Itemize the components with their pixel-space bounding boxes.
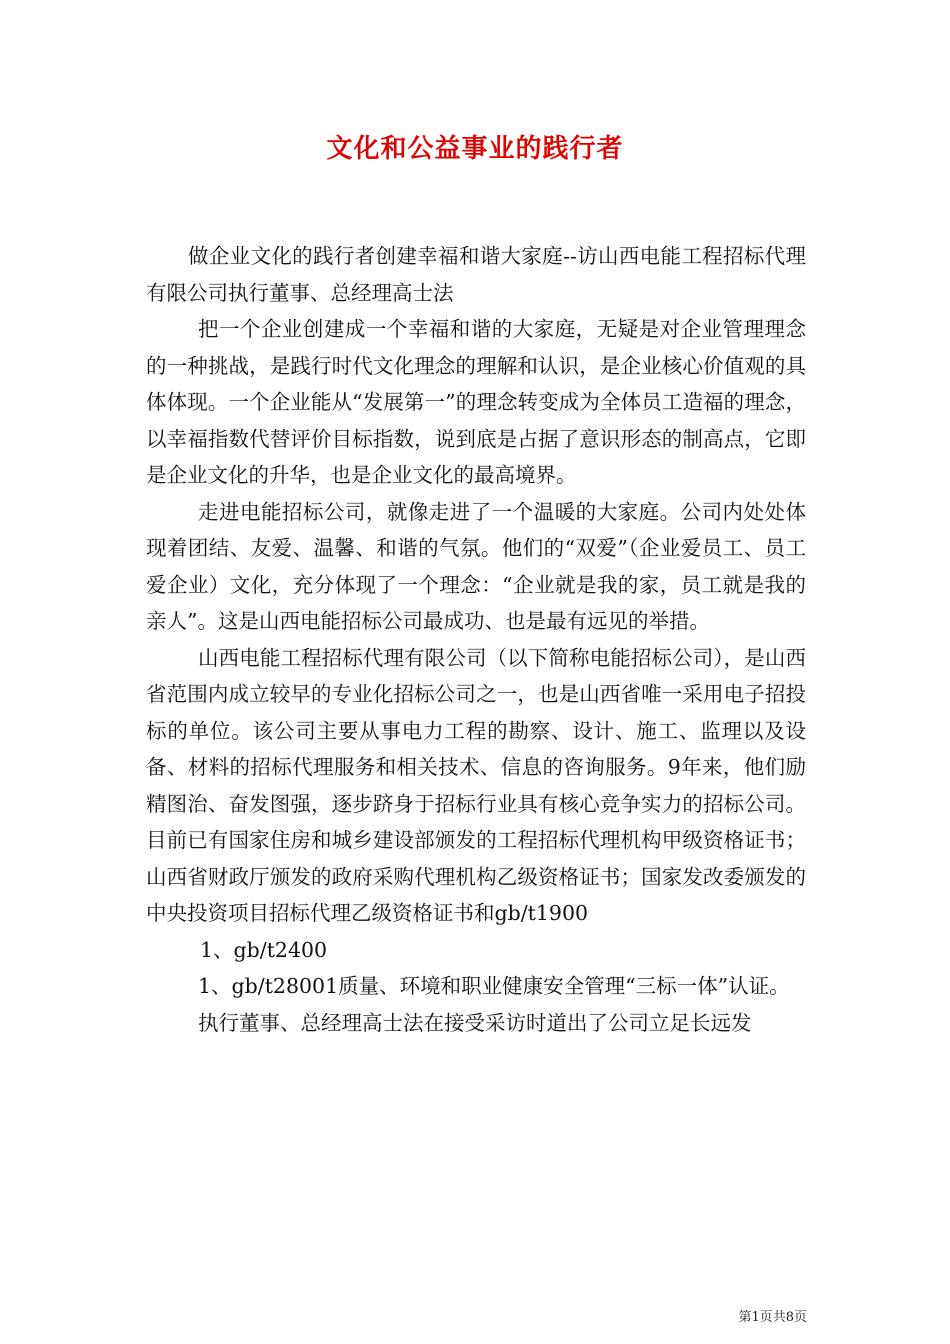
page-number: 第1页共8页 [738, 1310, 807, 1325]
paragraph: 走进电能招标公司，就像走进了一个温暖的大家庭。公司内处处体现着团结、友爱、温馨、和谐的气氛。他们的“双爱”（企业爱员工、员工爱企业）文化，充分体现了一个理念：“企业就是我的家，员工就是我的亲人”。这是山西电能招标公司最成功、也是最有远见的举措。 [146, 499, 806, 633]
document-title: 文化和公益事业的践行者 [326, 134, 624, 164]
paragraph-subtitle: 做企业文化的践行者创建幸福和谐大家庭--访山西电能工程招标代理有限公司执行董事、总经理高士法 [146, 244, 806, 305]
paragraph: 1、gb/t2400 [200, 937, 328, 962]
paragraph: 山西电能工程招标代理有限公司（以下简称电能招标公司），是山西省范围内成立较早的专业化招标公司之一，也是山西省唯一采用电子招投标的单位。该公司主要从事电力工程的勘察、设计、施工、监理以及设备、材料的招标代理服务和相关技术、信息的咨询服务。9年来，他们励精图治、奋发图强，逐步跻身于招标行业具有核心竞争实力的招标公司。目前已有国家住房和城乡建设部颁发的工程招标代理机构甲级资格证书；山西省财政厅颁发的政府采购代理机构乙级资格证书；国家发改委颁发的中央投资项目招标代理乙级资格证书和gb/t1900 [146, 645, 806, 925]
paragraph: 执行董事、总经理高士法在接受采访时道出了公司立足长远发 [198, 1010, 752, 1035]
paragraph: 1、gb/t28001质量、环境和职业健康安全管理“三标一体”认证。 [198, 974, 790, 998]
document-body [146, 238, 806, 1041]
paragraph: 把一个企业创建成一个幸福和谐的大家庭，无疑是对企业管理理念的一种挑战，是践行时代文化理念的理解和认识，是企业核心价值观的具体体现。一个企业能从“发展第一”的理念转变成为全体员工造福的理念，以幸福指数代替评价目标指数，说到底是占据了意识形态的制高点，它即是企业文化的升华，也是企业文化的最高境界。 [146, 317, 806, 487]
